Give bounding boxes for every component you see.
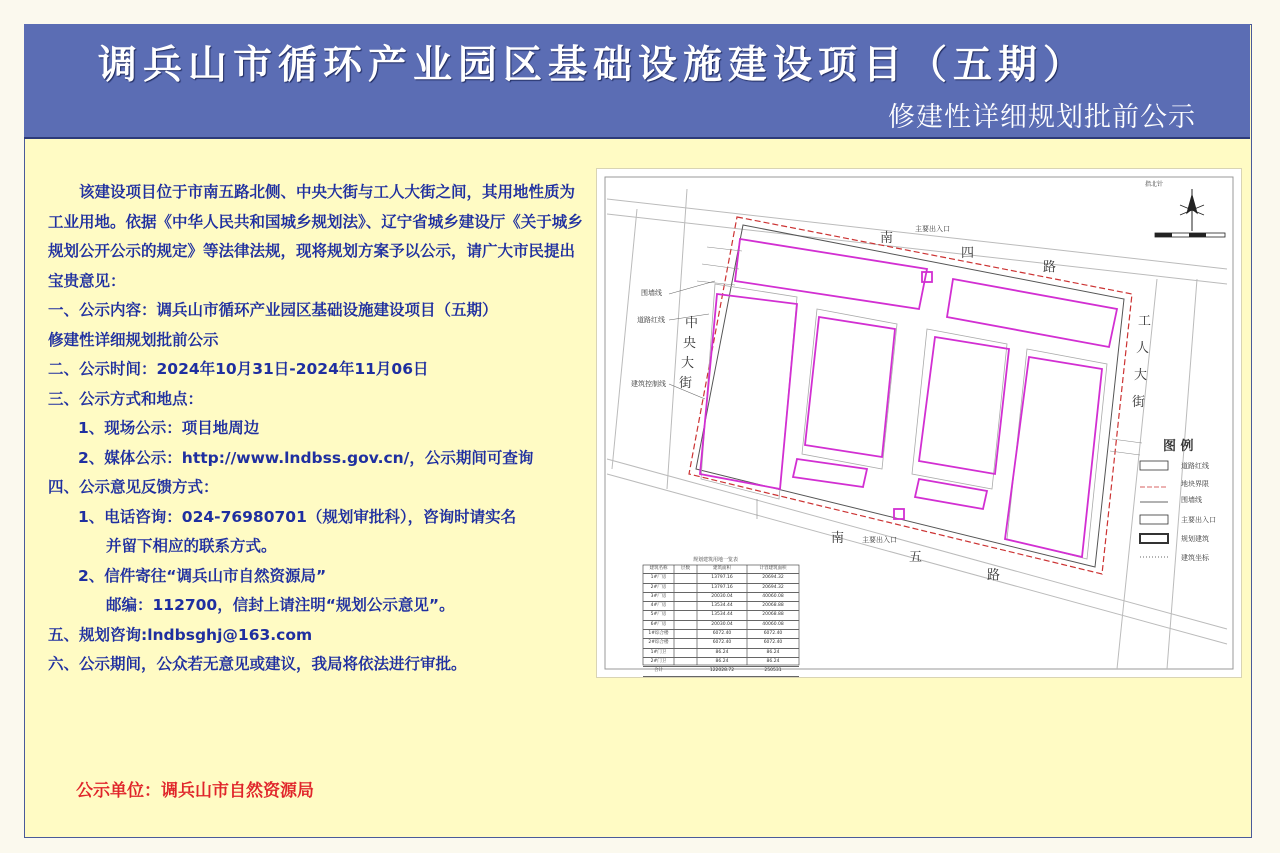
label-road-red-line: 道路红线	[637, 316, 665, 324]
road-north-1: 南	[880, 231, 894, 246]
table-cell: 40060.08	[762, 621, 784, 627]
table-row	[643, 602, 799, 611]
table-cell: 20694.32	[762, 584, 784, 590]
north-label: 指北针	[1145, 181, 1164, 188]
notice-intro: 该建设项目位于市南五路北侧、中央大街与工人大街之间，其用地性质为工业用地。依据《中华人民共和国城乡规划法》、辽宁省城乡建设厅《关于城乡规划公开公示的规定》等法律法规，现将规划方案予以公示，请广大市民提出宝贵意见：	[48, 183, 583, 290]
road-east-3: 大	[1134, 368, 1148, 383]
legend-item-1: 道路红线	[1181, 462, 1209, 470]
table-row	[643, 584, 799, 593]
road-west-2: 央	[683, 336, 697, 351]
notice-item-6: 六、公示期间，公众若无意见或建议，我局将依法进行审批。	[48, 655, 467, 673]
table-cell: 建筑名称	[649, 566, 668, 571]
table-cell: 86.24	[715, 658, 729, 664]
table-cell: 250531	[764, 668, 782, 674]
road-north-3: 路	[1043, 260, 1057, 275]
table-cell: 20030.04	[711, 621, 733, 627]
notice-item-3-2: 2、媒体公示：http://www.lndbss.gov.cn/，公示期间可查询	[78, 448, 534, 467]
table-cell	[674, 574, 697, 582]
legend-item-3: 围墙线	[1181, 496, 1202, 504]
table-cell: 13534.44	[711, 603, 733, 609]
notice-item-5: 五、规划咨询:lndbsghj@163.com	[48, 625, 313, 644]
notice-item-2: 二、公示时间：2024年10月31日-2024年11月06日	[48, 360, 429, 378]
notice-item-4: 四、公示意见反馈方式：	[48, 478, 219, 496]
table-cell	[674, 584, 697, 592]
table-cell: 20068.88	[762, 603, 784, 609]
table-cell: 建筑面积	[713, 566, 731, 571]
table-cell: 6072.40	[712, 640, 732, 646]
table-row	[643, 649, 799, 658]
table-cell: 86.24	[715, 649, 729, 655]
notice-item-4-1: 1、电话咨询：024-76980701（规划审批科），咨询时请实名	[78, 507, 517, 526]
table-cell: 122028.72	[709, 668, 735, 674]
table-cell: 2#厂房	[650, 584, 667, 590]
notice-item-1: 一、公示内容：调兵山市循环产业园区基础设施建设项目（五期）	[48, 301, 498, 319]
table-cell: 合计	[654, 668, 663, 674]
page-title: 调兵山市循环产业园区基础设施建设项目（五期）	[98, 43, 1089, 88]
label-wall: 围墙线	[641, 289, 662, 297]
legend-item-6: 建筑坐标	[1181, 554, 1209, 562]
page-subtitle: 修建性详细规划批前公示	[888, 102, 1196, 133]
table-cell: 20694.32	[762, 575, 784, 581]
table-row	[643, 611, 799, 620]
road-west-3: 大	[681, 356, 695, 371]
table-cell: 6072.40	[763, 640, 783, 646]
table-cell	[674, 602, 697, 610]
table-row	[643, 667, 799, 676]
table-cell	[674, 639, 697, 647]
table-row	[643, 630, 799, 639]
main-entrance-south: 主要出入口	[862, 536, 897, 544]
notice-item-1-cont: 修建性详细规划批前公示	[48, 330, 219, 349]
table-cell: 86.24	[766, 649, 780, 655]
table-title: 规划建筑用地一览表	[693, 557, 739, 563]
table-cell: 6#厂房	[650, 621, 667, 627]
table-cell	[674, 630, 697, 638]
table-cell: 20068.88	[762, 612, 784, 618]
table-cell	[674, 611, 697, 619]
road-south-2: 五	[909, 550, 923, 565]
table-cell	[674, 649, 697, 657]
table-cell: 6072.40	[763, 631, 783, 637]
road-east-4: 街	[1132, 395, 1146, 410]
table-cell: 1#厂房	[650, 575, 667, 581]
table-cell: 86.24	[766, 658, 780, 664]
table-cell	[674, 593, 697, 601]
label-building-control: 建筑控制线	[631, 380, 666, 388]
table-row	[643, 621, 799, 630]
table-row	[643, 639, 799, 648]
table-cell: 3#厂房	[650, 593, 667, 599]
table-cell: 40060.08	[762, 593, 784, 599]
table-cell: 4#厂房	[650, 603, 667, 609]
table-cell: 20030.04	[711, 593, 733, 599]
table-cell: 2#综合楼	[648, 640, 669, 646]
area-table-rows	[643, 565, 799, 677]
table-row	[643, 658, 799, 667]
table-row	[643, 574, 799, 583]
table-cell: 1#综合楼	[648, 631, 669, 637]
legend-item-4: 主要出入口	[1181, 516, 1216, 524]
legend-item-5: 规划建筑	[1181, 535, 1209, 543]
table-row	[643, 565, 799, 574]
road-south-1: 南	[831, 531, 845, 546]
publisher: 公示单位：调兵山市自然资源局	[76, 781, 314, 801]
table-cell	[674, 621, 697, 629]
site-plan	[596, 168, 1242, 678]
road-west-1: 中	[685, 316, 699, 331]
table-cell: 6072.40	[712, 631, 732, 637]
notice-item-4-2: 2、信件寄往“调兵山市自然资源局”	[78, 566, 327, 585]
table-cell: 13797.16	[711, 575, 733, 581]
notice-item-4-2-cont: 邮编：112700，信封上请注明“规划公示意见”。	[106, 596, 455, 614]
table-cell: 2#门卫	[650, 658, 667, 664]
road-north-2: 四	[961, 246, 975, 261]
road-south-3: 路	[987, 568, 1001, 583]
legend-title: 图 例	[1163, 439, 1194, 454]
legend-item-2: 地块界限	[1181, 480, 1209, 488]
main-entrance-north: 主要出入口	[915, 225, 950, 233]
table-cell: 13797.16	[711, 584, 733, 590]
notice-item-4-1-cont: 并留下相应的联系方式。	[106, 537, 277, 555]
road-west-4: 街	[679, 376, 693, 391]
road-east-2: 人	[1136, 341, 1150, 356]
table-cell	[674, 667, 697, 675]
notice-text	[48, 178, 588, 680]
table-cell: 1#门卫	[650, 649, 667, 655]
table-cell: 计容建筑面积	[759, 566, 787, 571]
notice-item-3: 三、公示方式和地点：	[48, 389, 204, 408]
table-cell	[674, 658, 697, 666]
notice-item-3-1: 1、现场公示：项目地周边	[78, 419, 260, 437]
table-row	[643, 593, 799, 602]
table-cell: 层数	[681, 566, 690, 571]
road-east-1: 工	[1138, 314, 1152, 329]
table-cell: 5#厂房	[650, 612, 667, 618]
table-cell: 13534.44	[711, 612, 733, 618]
